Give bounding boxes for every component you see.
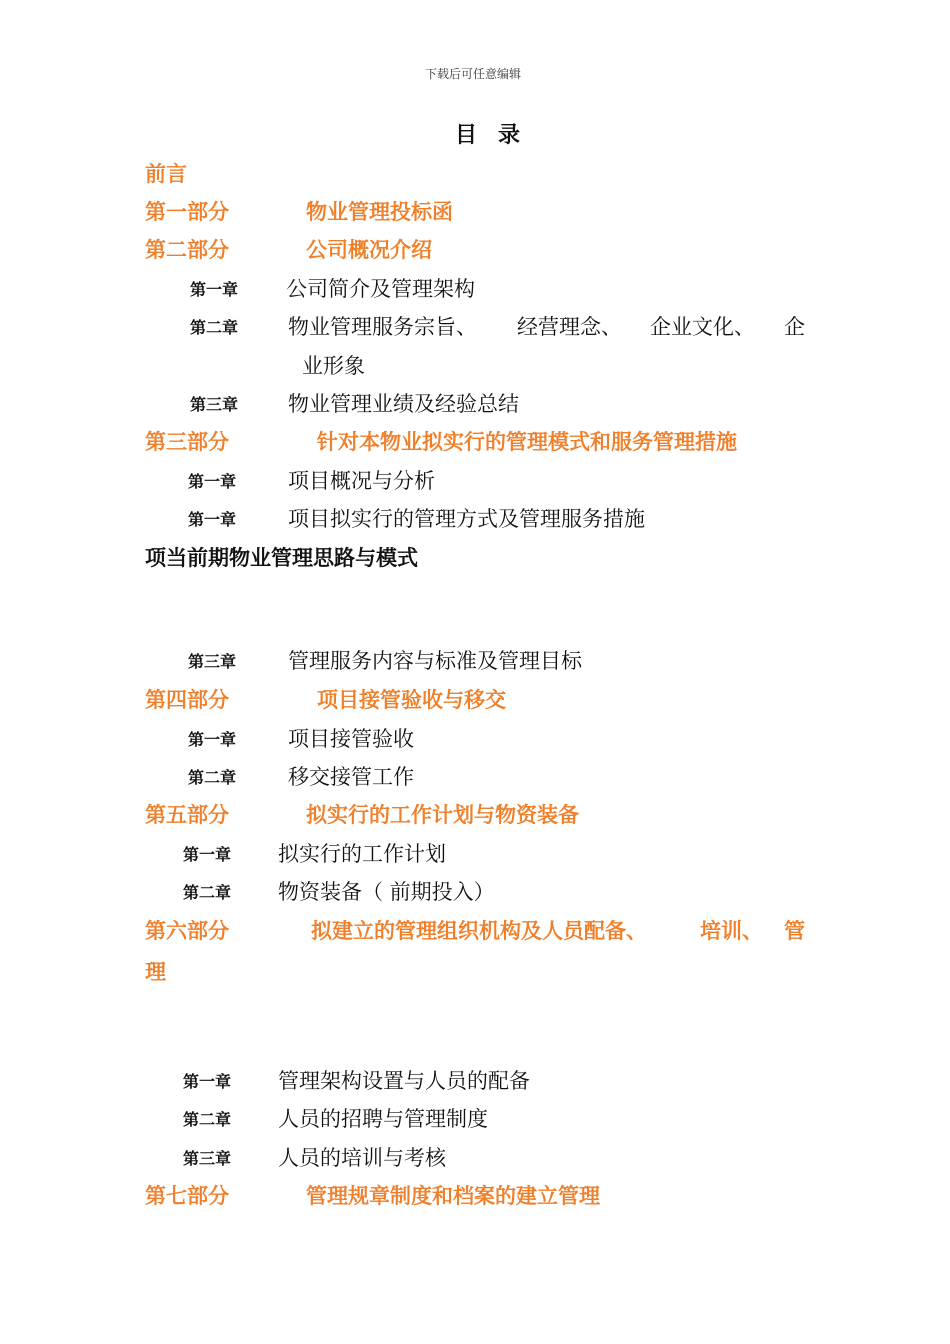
toc-chapter-title: 项目拟实行的管理方式及管理服务措施 — [288, 507, 645, 531]
toc-part-title: 项目接管验收与移交 — [317, 688, 506, 712]
page-header: 下载后可任意编辑 — [425, 67, 522, 81]
toc-chapter-title: 拟实行的工作计划 — [278, 842, 446, 866]
toc-part-label: 第一部分 — [145, 200, 229, 224]
toc-chapter-label: 第一章 — [190, 280, 239, 299]
toc-chapter-label: 第一章 — [183, 845, 232, 864]
toc-chapter-title-segment: 企业文化、 — [650, 315, 755, 339]
toc-part-title: 针对本物业拟实行的管理模式和服务管理措施 — [317, 430, 737, 454]
toc-part-title-continued: 理 — [145, 960, 166, 984]
toc-title-char-1: 目 — [455, 122, 480, 148]
toc-chapter-label: 第三章 — [188, 652, 237, 671]
toc-part-label: 前言 — [145, 162, 187, 186]
toc-chapter-title-segment: 物业管理服务宗旨、 — [288, 315, 477, 339]
toc-chapter-title: 物资装备（ 前期投入） — [278, 880, 495, 904]
toc-title-char-2: 录 — [498, 122, 523, 148]
toc-part-label: 第六部分 — [145, 919, 229, 943]
toc-part-label: 第七部分 — [145, 1184, 229, 1208]
toc-chapter-label: 第二章 — [183, 883, 232, 902]
toc-part-title-segment: 拟建立的管理组织机构及人员配备、 — [311, 919, 647, 943]
toc-chapter-label: 第二章 — [188, 768, 237, 787]
toc-chapter-label: 第一章 — [188, 730, 237, 749]
toc-chapter-title: 物业管理业绩及经验总结 — [288, 392, 519, 416]
toc-chapter-label: 第一章 — [188, 510, 237, 529]
toc-chapter-title: 项目概况与分析 — [288, 469, 435, 493]
toc-chapter-title: 管理架构设置与人员的配备 — [278, 1069, 530, 1093]
toc-chapter-label: 第三章 — [190, 395, 239, 414]
toc-part-title: 拟实行的工作计划与物资装备 — [306, 803, 579, 827]
toc-part-label: 第二部分 — [145, 238, 229, 262]
toc-chapter-title: 人员的招聘与管理制度 — [278, 1107, 488, 1131]
toc-chapter-label: 第二章 — [190, 318, 239, 337]
toc-chapter-title: 公司简介及管理架构 — [286, 277, 475, 301]
toc-chapter-label: 第一章 — [183, 1072, 232, 1091]
toc-plain-line: 项当前期物业管理思路与模式 — [145, 546, 418, 570]
toc-chapter-label: 第一章 — [188, 472, 237, 491]
toc-part-label: 第五部分 — [145, 803, 229, 827]
toc-chapter-title-continued: 业形象 — [302, 354, 365, 378]
toc-chapter-title-segment: 经营理念、 — [517, 315, 622, 339]
toc-part-title: 公司概况介绍 — [306, 238, 432, 262]
toc-chapter-title-segment: 企 — [784, 315, 805, 339]
toc-chapter-title: 项目接管验收 — [288, 727, 414, 751]
toc-chapter-title: 移交接管工作 — [288, 765, 414, 789]
toc-chapter-label: 第三章 — [183, 1149, 232, 1168]
toc-chapter-title: 人员的培训与考核 — [278, 1146, 446, 1170]
toc-part-title-segment: 管 — [784, 919, 805, 943]
toc-chapter-title: 管理服务内容与标准及管理目标 — [288, 649, 582, 673]
toc-part-title: 管理规章制度和档案的建立管理 — [306, 1184, 600, 1208]
toc-chapter-label: 第二章 — [183, 1110, 232, 1129]
toc-part-label: 第四部分 — [145, 688, 229, 712]
toc-part-title: 物业管理投标函 — [306, 200, 453, 224]
toc-part-label: 第三部分 — [145, 430, 229, 454]
toc-part-title-segment: 培训、 — [700, 919, 763, 943]
